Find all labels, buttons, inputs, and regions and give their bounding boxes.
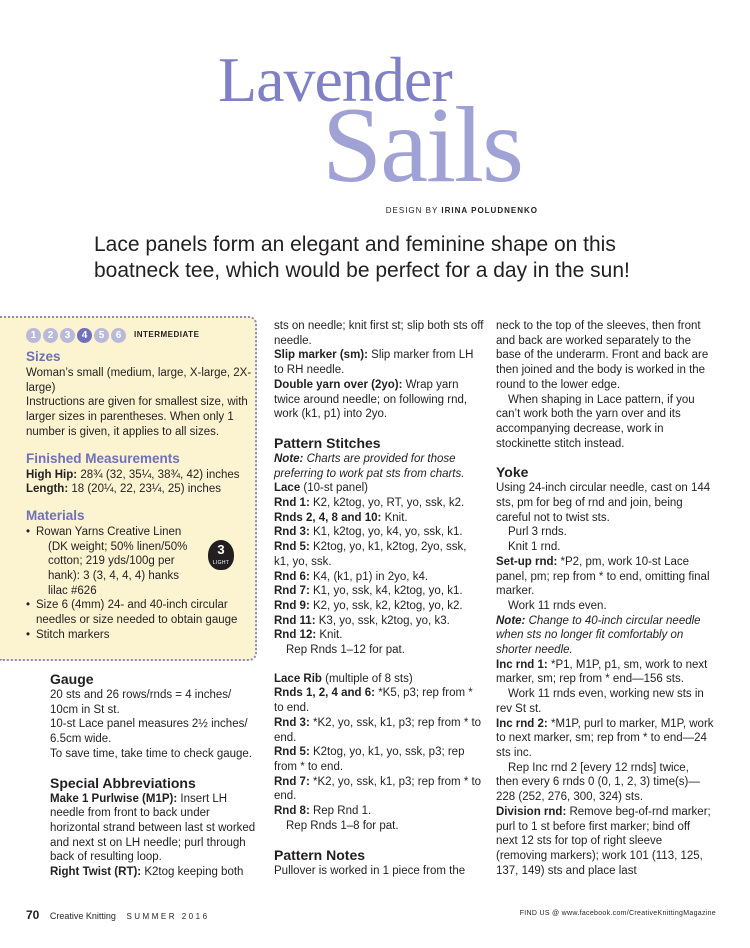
needle-note-label: Note: — [496, 614, 526, 627]
rib-title — [274, 672, 484, 687]
rib-row-text: K2tog, yo, k1, yo, ssk, p3; rep from * to end. — [274, 746, 465, 773]
byline-prefix: DESIGN BY — [385, 206, 439, 215]
material-markers-text: Stitch markers — [36, 628, 110, 641]
abbrev-rt-label: Right Twist (RT): — [50, 866, 142, 879]
sizes-note: Instructions are given for smallest size, with larger sizes in parentheses. When only 1 number is given, it applies to all sizes. — [26, 396, 248, 438]
rib-row-text: *K2, yo, ssk, k1, p3; rep from * to end. — [274, 716, 482, 744]
lace-row-label: Rnd 12: — [274, 629, 317, 642]
abbrev-m1p-text: Insert LH needle from front to back under horizontal strand between last st worked and next st on LH needle; purl through back of resulting loop. — [50, 792, 256, 864]
lace-row-text: K2, yo, ssk, k2, k2tog, yo, k2. — [312, 599, 463, 612]
work-11-rnds-rev: Work 11 rnds even, working new sts in rev St st. — [496, 688, 704, 715]
column-c — [496, 319, 714, 878]
intro-deck: Lace panels form an elegant and feminine shape on this boatneck tee, which would be perfect for a day in the sun! — [94, 233, 630, 282]
work-11-rnds: Work 11 rnds even. — [508, 599, 607, 612]
abbrev-sm — [274, 348, 484, 377]
charts-note-label: Note: — [274, 452, 304, 465]
length-value: 18 (20¼, 22, 23¼, 25) inches — [71, 483, 221, 496]
material-yarn-name: Rowan Yarns Creative Linen — [36, 525, 182, 538]
division-rnd-label: Division rnd: — [496, 805, 567, 818]
rib-row — [274, 745, 484, 774]
setup-rnd-text: *P2, pm, work 10-st Lace panel, pm; rep from * to end, omitting final marker. — [496, 555, 710, 598]
skill-level — [26, 326, 254, 344]
lace-row-text: K2tog, yo, k1, k2tog, 2yo, ssk, k1, yo, ssk. — [274, 541, 467, 568]
gauge-text-1: 20 sts and 26 rows/rnds = 4 inches/ 10cm in St st. — [50, 689, 232, 716]
inc-rnd-1 — [496, 658, 714, 687]
abbrev-rt-cont: sts on needle; knit first st; slip both sts off needle. — [274, 320, 484, 347]
rib-row-text: *K5, p3; rep from * to end. — [274, 687, 473, 715]
lace-row-text: K3, yo, ssk, k2tog, yo, k3. — [318, 614, 450, 627]
division-rnd-text: Remove beg-of-rnd marker; purl to 1 st before first marker; bind off next 12 sts for top of right sleeve (removing markers); work 101 (113, 125, 137, 149) sts and place last — [496, 805, 711, 877]
material-needles-text: Size 6 (4mm) 24- and 40-inch circular needles or size needed to obtain gauge — [36, 599, 238, 627]
abbrev-rt — [50, 865, 258, 880]
rib-label: Lace Rib — [274, 672, 322, 685]
abbreviations-heading: Special Abbreviations — [50, 774, 196, 791]
designer-name: IRINA POLUDNENKO — [441, 206, 538, 215]
material-yarn-detail: (DK weight; 50% linen/50% cotton; 219 yds/100g per hank): 3 (3, 4, 4, 4) hanks lilac #626 — [48, 540, 188, 597]
lace-row-text: K1, k2tog, yo, k4, yo, ssk, k1. — [312, 526, 463, 539]
division-rnd — [496, 805, 714, 879]
abbrev-2yo — [274, 378, 484, 422]
lace-row-label: Rnd 1: — [274, 497, 310, 510]
abbrev-sm-label: Slip marker (sm): — [274, 349, 368, 362]
lace-row — [274, 614, 484, 629]
lace-row-text: K2, k2tog, yo, RT, yo, ssk, k2. — [312, 497, 465, 510]
rib-row-text: *K2, yo, ssk, k1, p3; rep from * to end. — [274, 775, 482, 803]
pattern-notes-text: Pullover is worked in 1 piece from the — [274, 864, 466, 877]
skill-level-2-icon: 2 — [43, 328, 58, 343]
needle-note — [496, 614, 714, 658]
materials-heading: Materials — [26, 507, 85, 523]
lace-row-label: Rnd 11: — [274, 614, 316, 627]
length-label: Length: — [26, 483, 69, 496]
yarn-weight-icon — [208, 540, 234, 570]
lace-row-text: Knit. — [319, 629, 343, 642]
inc-rnd-1-text: *P1, M1P, p1, sm, work to next marker, sm; rep from * end—156 sts. — [496, 658, 708, 686]
gauge-text-2: 10-st Lace panel measures 2½ inches/ 6.5cm wide. — [50, 718, 248, 746]
info-box-content — [26, 326, 254, 643]
charts-note — [274, 452, 484, 481]
rib-row-label: Rnd 7: — [274, 775, 310, 788]
sizes-text: Woman’s small (medium, large, X-large, 2X-large) — [26, 367, 252, 394]
issue-name: SUMMER 2016 — [126, 912, 210, 921]
magazine-name: Creative Knitting — [49, 911, 116, 921]
inc-rnd-2 — [496, 717, 714, 761]
yarn-weight-label: LIGHT — [212, 560, 230, 566]
lace-row — [274, 570, 484, 585]
rib-desc: (multiple of 8 sts) — [325, 672, 413, 685]
lace-row-text: K1, yo, ssk, k4, k2tog, yo, k1. — [312, 585, 463, 598]
lace-row — [274, 525, 484, 540]
skill-level-label: INTERMEDIATE — [134, 329, 200, 339]
footer-left — [26, 908, 210, 922]
skill-level-5-icon: 5 — [94, 328, 109, 343]
hip-value: 28¾ (32, 35¼, 38¾, 42) inches — [80, 468, 240, 481]
pattern-notes-heading: Pattern Notes — [274, 846, 366, 863]
lace-row-label: Rnd 6: — [274, 570, 310, 583]
gauge-heading: Gauge — [50, 671, 94, 687]
rib-row-label: Rnd 5: — [274, 746, 310, 759]
column-a — [50, 670, 258, 880]
sizes-heading: Sizes — [26, 349, 61, 364]
abbrev-m1p — [50, 792, 258, 866]
gauge-text-3: To save time, take time to check gauge. — [50, 747, 252, 760]
lace-row — [274, 511, 484, 526]
skill-level-6-icon: 6 — [111, 328, 126, 343]
inc-rnd-1-label: Inc rnd 1: — [496, 658, 548, 671]
lace-row — [274, 540, 484, 569]
rib-row — [274, 716, 484, 745]
abbrev-rt-text: K2tog keeping both — [144, 866, 244, 879]
lace-repeat: Rep Rnds 1–12 for pat. — [286, 644, 405, 657]
lace-row — [274, 584, 484, 599]
rep-inc-rnd: Rep Inc rnd 2 [every 12 rnds] twice, then every 6 rnds 0 (0, 1, 2, 3) time(s)—228 (252, 276, 300, 324) sts. — [496, 761, 700, 804]
lace-row — [274, 496, 484, 511]
page-number: 70 — [26, 908, 40, 922]
rib-row-label: Rnd 3: — [274, 716, 310, 729]
rib-row-label: Rnd 8: — [274, 805, 310, 818]
skill-level-3-icon: 3 — [60, 328, 75, 343]
rib-row — [274, 686, 484, 715]
lace-row — [274, 628, 484, 643]
rib-row — [274, 804, 484, 819]
lace-row-label: Rnd 3: — [274, 526, 310, 539]
skill-level-1-icon: 1 — [26, 328, 41, 343]
pattern-notes-cont: neck to the top of the sleeves, then front and back are worked separately to the base of the underarm. Front and back are then joined and the body is worked in the round to the lower edge. — [496, 320, 709, 391]
inc-rnd-2-label: Inc rnd 2: — [496, 717, 548, 730]
lace-label: Lace — [274, 482, 301, 495]
length-measurement — [26, 482, 254, 497]
lace-row — [274, 599, 484, 614]
pattern-notes-2: When shaping in Lace pattern, if you can’t work both the yarn over and its accompanying decrease, work in stockinette stitch instead. — [496, 393, 695, 450]
lace-title — [274, 481, 484, 496]
footer-find-us[interactable]: FIND US @ www.facebook.com/CreativeKnittingMagazine — [519, 910, 716, 917]
hip-measurement — [26, 468, 254, 483]
lace-row-text: Knit. — [384, 511, 408, 524]
pattern-stitches-heading: Pattern Stitches — [274, 434, 381, 451]
setup-rnd-label: Set-up rnd: — [496, 555, 558, 568]
lace-row-label: Rnds 2, 4, 8 and 10: — [274, 511, 382, 524]
yoke-step-2: Purl 3 rnds. — [508, 526, 567, 539]
rib-row — [274, 775, 484, 804]
material-needles — [26, 598, 254, 627]
inc-rnd-2-text: *M1P, purl to marker, M1P, work to next marker, sm; rep from * to end—24 sts inc. — [496, 717, 714, 759]
lace-row-label: Rnd 9: — [274, 599, 310, 612]
hip-label: High Hip: — [26, 468, 78, 481]
column-b — [274, 319, 484, 878]
skill-level-4-icon: 4 — [77, 328, 92, 343]
abbrev-m1p-label: Make 1 Purlwise (M1P): — [50, 792, 178, 805]
yoke-step-1: Using 24-inch circular needle, cast on 144 sts, pm for beg of rnd and join, being careful not to twist sts. — [496, 482, 711, 524]
charts-note-text: Charts are provided for those preferring to work pat sts from charts. — [274, 452, 465, 480]
rib-row-text: Rep Rnd 1. — [312, 805, 372, 818]
lace-row-label: Rnd 7: — [274, 585, 310, 598]
title-line-2: Sails — [322, 86, 523, 205]
byline — [386, 206, 538, 215]
yoke-step-3: Knit 1 rnd. — [508, 541, 561, 554]
setup-rnd — [496, 555, 714, 599]
abbrev-2yo-label: Double yarn over (2yo): — [274, 378, 403, 391]
lace-row-text: K4, (k1, p1) in 2yo, k4. — [312, 570, 429, 583]
abbrev-2yo-text: Wrap yarn twice around needle; on following rnd, work (k1, p1) into 2yo. — [274, 378, 468, 421]
needle-note-text: Change to 40-inch circular needle when sts no longer fit comfortably on shorter needle. — [496, 614, 701, 657]
yoke-heading: Yoke — [496, 464, 529, 481]
lace-row-label: Rnd 5: — [274, 541, 310, 554]
finished-measurements-heading: Finished Measurements — [26, 450, 180, 466]
rib-repeat: Rep Rnds 1–8 for pat. — [286, 819, 399, 832]
title-line-1: Lavender — [218, 44, 452, 115]
lace-desc: (10-st panel) — [303, 482, 368, 495]
yarn-weight-number: 3 — [217, 542, 225, 557]
abbrev-sm-text: Slip marker from LH to RH needle. — [274, 349, 474, 377]
material-markers — [26, 628, 254, 643]
rib-row-label: Rnds 1, 2, 4 and 6: — [274, 687, 375, 700]
